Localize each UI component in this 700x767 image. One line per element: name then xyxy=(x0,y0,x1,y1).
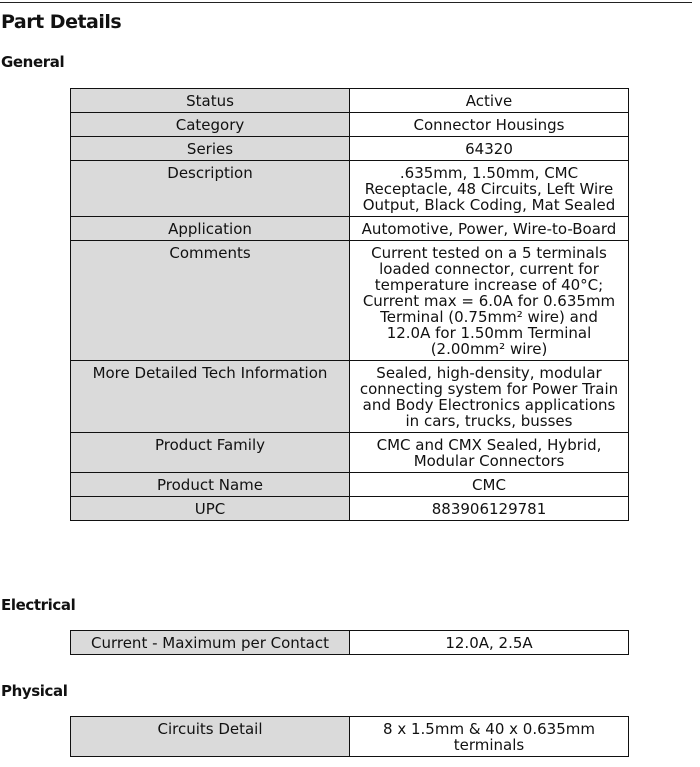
spec-row-current-max xyxy=(71,631,629,655)
spec-value: CMC xyxy=(350,473,629,497)
spec-label: More Detailed Tech Information xyxy=(71,361,350,433)
spec-value: Sealed, high-density, modular connecting system for Power Train and Body Electronics applications in cars, trucks, busses xyxy=(350,361,629,433)
spec-label: Current - Maximum per Contact xyxy=(71,631,350,655)
spec-value: Active xyxy=(350,89,629,113)
spec-value: Current tested on a 5 terminals loaded connector, current for temperature increase of 40°C; Current max = 6.0A for 0.635mm Terminal (0.75mm² wire) and 12.0A for 1.50mm Terminal (2.00mm² wire) xyxy=(350,241,629,361)
spec-value: Connector Housings xyxy=(350,113,629,137)
spec-value: 12.0A, 2.5A xyxy=(350,631,629,655)
spec-row-application xyxy=(71,217,629,241)
spec-value: .635mm, 1.50mm, CMC Receptacle, 48 Circuits, Left Wire Output, Black Coding, Mat Sealed xyxy=(350,161,629,217)
spec-label: Series xyxy=(71,137,350,161)
spec-label: Product Family xyxy=(71,433,350,473)
spec-label: Product Name xyxy=(71,473,350,497)
spec-value: CMC and CMX Sealed, Hybrid, Modular Connectors xyxy=(350,433,629,473)
spec-row-product-name xyxy=(71,473,629,497)
spec-row-product-family xyxy=(71,433,629,473)
spec-value: Automotive, Power, Wire-to-Board xyxy=(350,217,629,241)
spec-row-comments xyxy=(71,241,629,361)
section-heading-electrical: Electrical xyxy=(1,596,76,614)
physical-spec-table xyxy=(70,716,629,757)
page-title: Part Details xyxy=(1,11,122,33)
spec-label: Circuits Detail xyxy=(71,717,350,757)
spec-row-tech-info xyxy=(71,361,629,433)
spec-row-circuits-detail xyxy=(71,717,629,757)
top-divider xyxy=(0,2,692,3)
spec-row-description xyxy=(71,161,629,217)
spec-label: Comments xyxy=(71,241,350,361)
spec-label: Category xyxy=(71,113,350,137)
section-heading-general: General xyxy=(1,53,65,71)
general-spec-table xyxy=(70,88,629,521)
spec-row-category xyxy=(71,113,629,137)
spec-label: Application xyxy=(71,217,350,241)
spec-value: 64320 xyxy=(350,137,629,161)
section-heading-physical: Physical xyxy=(1,682,68,700)
spec-label: Description xyxy=(71,161,350,217)
spec-row-series xyxy=(71,137,629,161)
electrical-spec-table xyxy=(70,630,629,655)
spec-value: 883906129781 xyxy=(350,497,629,521)
spec-label: UPC xyxy=(71,497,350,521)
spec-value: 8 x 1.5mm & 40 x 0.635mm terminals xyxy=(350,717,629,757)
spec-row-status xyxy=(71,89,629,113)
spec-label: Status xyxy=(71,89,350,113)
spec-row-upc xyxy=(71,497,629,521)
